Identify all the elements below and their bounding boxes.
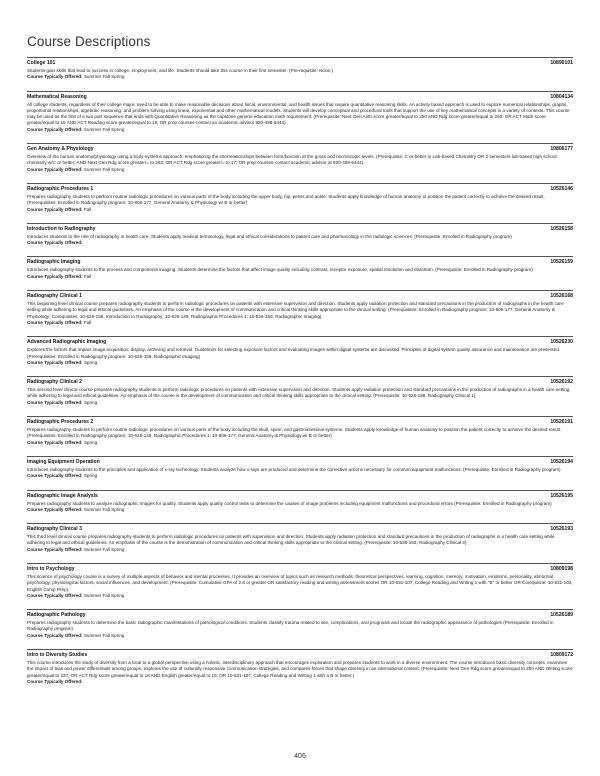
course-entry: [27, 609, 573, 639]
course-header: [27, 257, 573, 266]
course-offered-label: Course Typically Offered:: [27, 126, 83, 132]
course-entry: [27, 290, 573, 326]
course-header: [27, 291, 573, 300]
course-offered: [27, 679, 573, 685]
course-code: 10890101: [550, 60, 573, 66]
course-offered-label: Course Typically Offered:: [27, 678, 83, 684]
course-offered: [27, 440, 573, 446]
course-offered-value: Fall: [83, 273, 92, 279]
course-description: This course introduces the study of diversity from a local to a global perspective using a holistic, interdisciplinary approach that encourages exploration and prepares students to work in a diverse environment. The course introduces basic diversity concepts, examines the impact of bias and power differentials among groups, explores the use of culturally responsive communication strategies, and compares forces that shape diversity in an international context. (Prerequisite: Next Gen Rdg score greater/equal to 250 AND Writing score greater/equal to 237; OR ACT Rdg score greater/equal to 16 AND English greater/equal to 15; OR 10-831-107, College Reading and Writing 1 with a B or better.): [27, 660, 573, 678]
course-code: 10804134: [550, 93, 573, 100]
course-header: [27, 610, 573, 619]
course-header: [27, 491, 573, 500]
course-code: 10526230: [550, 339, 573, 346]
course-offered-label: Course Typically Offered:: [27, 206, 83, 212]
course-header: [27, 650, 573, 659]
course-entry: [27, 256, 573, 280]
course-code: 10526194: [550, 458, 573, 465]
course-header: [27, 92, 573, 101]
course-offered-value: Fall: [83, 319, 92, 325]
course-offered: [27, 507, 573, 513]
course-title: Advanced Radiographic Imaging: [27, 339, 107, 346]
course-offered: [27, 207, 573, 213]
course-entry: [27, 649, 573, 685]
course-description: This science of psychology course is a survey of multiple aspects of behavior and mental processes. It provides an overview of topics such as research methods, theoretical perspectives, learning, cognition, memory, motivation, emotions, personality, abnormal psychology, physiological factors, social influences, and development. (Prerequisite: Cumulative GPA of 2.6 or greater OR satisfactory reading and writing assessment scores OR 10-831-107, College Reading and Writing 1 with "B" or better OR Corequisite: 10-831-102, English Comp Prep).: [27, 573, 573, 592]
course-offered-value: Summer Fall Spring: [83, 166, 125, 172]
course-title: Radiography Clinical 3: [27, 526, 82, 533]
course-title: Radiographic Procedures 1: [27, 185, 94, 192]
course-title: College 101: [27, 60, 56, 66]
course-descriptions-page: [27, 34, 573, 695]
course-offered-label: Course Typically Offered:: [27, 399, 83, 405]
course-entry: [27, 416, 573, 446]
course-description: This third level clinical course prepares radiography students to perform radiologic procedures on patients with supervision and direction. Students apply radiation protection and standard precautions in the production of radiographs in a health care setting while adhering to legal and ethical guidelines. An emphasis of the course is the demonstration of communication and critical thinking skills appropriate to the clinical setting. (Prerequisite: 10-526-192, Radiography Clinical 2): [27, 534, 555, 546]
course-header: [27, 144, 573, 153]
course-title: Radiographic Pathology: [27, 612, 86, 619]
course-title: Intro to Psychology: [27, 565, 75, 572]
course-offered-label: Course Typically Offered:: [27, 592, 83, 598]
course-entry: [27, 57, 573, 81]
course-offered: [27, 240, 573, 246]
course-offered-label: Course Typically Offered:: [27, 632, 83, 638]
page-title: Course Descriptions: [27, 34, 151, 49]
course-offered-label: Course Typically Offered:: [27, 546, 83, 552]
course-offered-label: Course Typically Offered:: [27, 240, 83, 246]
course-offered: [27, 320, 573, 326]
course-entry: [27, 456, 573, 480]
course-entry: [27, 523, 573, 553]
course-description: Prepares radiography students to determine the basic radiographic manifestations of pathological conditions. Students classify trauma related to site, complications, and prognosis and locate the radiographic appearance of pathologies (Prerequisite: Enrolled in Radiography program): [27, 620, 554, 632]
course-description: Introduces radiography students to the principles and application of x-ray technology. Students analyze how x-rays are produced and determine the corrective actions necessary for common equipment malfunctions. (Prerequisite: Enrolled in Radiography program): [27, 466, 561, 472]
course-entry: [27, 91, 573, 133]
course-code: 10526159: [550, 259, 573, 266]
course-offered: [27, 74, 573, 80]
course-code: 10526158: [550, 225, 573, 232]
course-code: 10526191: [550, 419, 573, 426]
course-entry: [27, 563, 573, 599]
course-offered: [27, 547, 573, 553]
course-offered-value: Summer Fall Spring: [83, 74, 125, 80]
course-entry: [27, 183, 573, 213]
course-entry: [27, 223, 573, 247]
course-offered-label: Course Typically Offered:: [27, 74, 83, 80]
course-description: This second level clinical course prepares radiography students to perform radiologic procedures on patients with extensive supervision and direction. Students apply radiation protection and standard precautions in the production of radiographs in a health care setting while adhering to legal and ethical guidelines. An emphasis of the course is the development of communication and critical thinking skills appropriate to the clinical setting. (Prerequisite: 10-526-168, Radiography Clinical 1): [27, 387, 570, 399]
course-description: Prepares radiography students to perform routine radiologic procedures on various parts of the body including the skull, spine, and gastrointestinal systems. Students apply knowledge of human anatomy to position the patient correctly to achieve the desired result. (Prerequisites: Enrolled in Radiography program; 10-526-149, Radiographic Procedures 1; 10-806-177, General Anatomy & Physiology w/ B or better): [27, 427, 562, 439]
course-offered-value: Spring: [83, 473, 98, 479]
course-description: Overview of the human anatomy/physiology using a body-systems approach, emphasizing the interrelationships between form/function at the gross and microscopic levels. (Prerequisite: C or better in Lab-based Chemistry OR 2 semesters lab-based high school chemistry w/C or better; AND Next Gen Rdg score greater/= to 263; OR ACT Rdg score greater/= to 17; OR prep courses-contact academic advisor at 920-498-5444): [27, 154, 557, 166]
course-code: 10526168: [550, 293, 573, 300]
course-description: Prepares radiography students to perform routine radiologic procedures on various parts of the body including the upper body, hip, pelvis and ankle. Students apply knowledge of human anatomy to position the patient correctly to achieve the desired result. (Prerequisites: Enrolled in Radiography program; 10-806-177, General Anatomy & Physiology w/ B or better): [27, 193, 545, 206]
course-offered-label: Course Typically Offered:: [27, 273, 83, 279]
course-title: Radiographic Image Analysis: [27, 492, 98, 499]
course-entry: [27, 143, 573, 173]
course-offered-value: Summer Fall Spring: [83, 506, 125, 512]
course-code: 10526189: [550, 612, 573, 619]
course-title: Radiography Clinical 1: [27, 293, 82, 300]
course-header: [27, 184, 573, 193]
course-offered-value: Spring: [83, 439, 98, 445]
course-offered: [27, 593, 573, 599]
course-description: Explores the factors that impact image acquisition, display, archiving and retrieval. Guidelines for selecting exposure factors and evaluating images within digital systems are discussed. Principles of digital system quality assurance and maintenance are presented. (Prerequisites: Enrolled in Radiography program; 10-526-159, Radiographic Imaging): [27, 347, 561, 359]
course-title: Introduction to Radiography: [27, 225, 96, 232]
course-offered-value: Summer Fall Spring: [83, 632, 125, 638]
course-entry: [27, 336, 573, 366]
course-offered-label: Course Typically Offered:: [27, 506, 83, 512]
course-description: Introduces radiography students to the process and components imaging. Students determine the factors that affect image quality including contrast, receptor exposure, spatial resolution and distortion. (Prerequisite: Enrolled in Radiography program): [27, 267, 533, 273]
course-code: 10526195: [550, 492, 573, 499]
course-offered-value: Summer Fall Spring: [83, 126, 125, 132]
course-description: This beginning level clinical course prepares radiography students to perform radiologic procedures on patients with extensive supervision and direction. Students apply radiation protection and standard precautions in the production of radiographs in the health care setting while adhering to legal and ethical guidelines. An emphasis of the course is the development of communication and critical thinking skills appropriate to the clinical setting. (Prerequisites: Enrolled in Radiography program; 10-806-177, General Anatomy & Physiology; Corequisites: 10-526-158, Introduction to Radiography; 10-526-149, Radiographic Procedures 1; 10-526-159, Radiographic Imaging): [27, 301, 564, 319]
course-code: 10526192: [550, 379, 573, 386]
course-header: [27, 417, 573, 426]
course-offered-label: Course Typically Offered:: [27, 319, 83, 325]
course-title: Radiography Clinical 2: [27, 379, 82, 386]
course-description: All college students, regardless of their college major, need to be able to make reasonable decisions about fiscal, environmental, and health issues that require quantitative reasoning skills. An activity based approach is used to explore numerical relationships, graphs, proportional relationships, algebraic reasoning, and problem solving using linear, exponential and other mathematical models. Students will develop conceptual and procedural tools that support the use of key mathematical concepts in a variety of contexts. This course may be used as the first of a two part sequence that ends with Quantitative Reasoning as the capstone general education math requirement. (Prerequisite: Next Gen Arith score greater/equal to 250 AND Rdg score greater/equal to 250; OR ACT Math score greater/equal to 15 AND ACT Reading score greater/equal to 16; OR prep courses-contact an academic advisor 920-498-5444): [27, 101, 570, 126]
course-offered-value: Spring: [83, 359, 98, 365]
course-code: 10526193: [550, 526, 573, 533]
course-title: Radiographic Imaging: [27, 259, 81, 266]
course-offered: [27, 167, 573, 173]
course-header: [27, 337, 573, 346]
course-description: Students gain skills that lead to success in college, employment, and life. Students should take this course in their first semester. (Pre-requisite: None.): [27, 68, 333, 73]
page-number: 406: [294, 753, 306, 760]
course-offered: [27, 633, 573, 639]
course-offered-value: Summer Fall Spring: [83, 546, 125, 552]
course-header: [27, 377, 573, 386]
course-code: 10526146: [550, 185, 573, 192]
course-header: [27, 564, 573, 573]
course-title: Mathematical Reasoning: [27, 93, 87, 100]
course-title: Imaging Equipment Operation: [27, 458, 100, 465]
course-offered: [27, 274, 573, 280]
course-offered-label: Course Typically Offered:: [27, 439, 83, 445]
course-offered-label: Course Typically Offered:: [27, 473, 83, 479]
course-header: [27, 224, 573, 233]
course-offered: [27, 360, 573, 366]
course-code: 10809172: [550, 652, 573, 659]
course-offered: [27, 473, 573, 479]
course-code: 10809198: [550, 565, 573, 572]
course-description: Introduces students to the role of radiography in health care. Students apply medical terminology, legal and ethical considerations to patient care and pharmacology in the radiologic sciences. (Prerequisite: Enrolled in Radiography program): [27, 233, 512, 239]
course-offered-value: Summer Fall Spring: [83, 592, 125, 598]
course-title: Radiographic Procedures 2: [27, 419, 94, 426]
course-offered: [27, 400, 573, 406]
course-code: 10806177: [550, 146, 573, 153]
course-header: [27, 524, 573, 533]
course-offered-value: Spring: [83, 399, 98, 405]
course-title: Intro to Diversity Studies: [27, 652, 88, 659]
course-offered-label: Course Typically Offered:: [27, 166, 83, 172]
course-entry: [27, 376, 573, 406]
course-title: Gen Anatomy & Physiology: [27, 146, 94, 153]
course-offered-value: Fall: [83, 206, 92, 212]
course-list: [27, 57, 573, 685]
course-offered: [27, 127, 573, 133]
course-offered-label: Course Typically Offered:: [27, 359, 83, 365]
course-entry: [27, 490, 573, 514]
course-header: [27, 58, 573, 67]
course-description: Prepares radiography students to analyze radiographic images for quality. Students apply quality control tests to determine the causes of image problems including equipment malfunctions and procedural errors (Prerequisite: Enrolled in Radiography program): [27, 500, 552, 506]
course-header: [27, 457, 573, 466]
